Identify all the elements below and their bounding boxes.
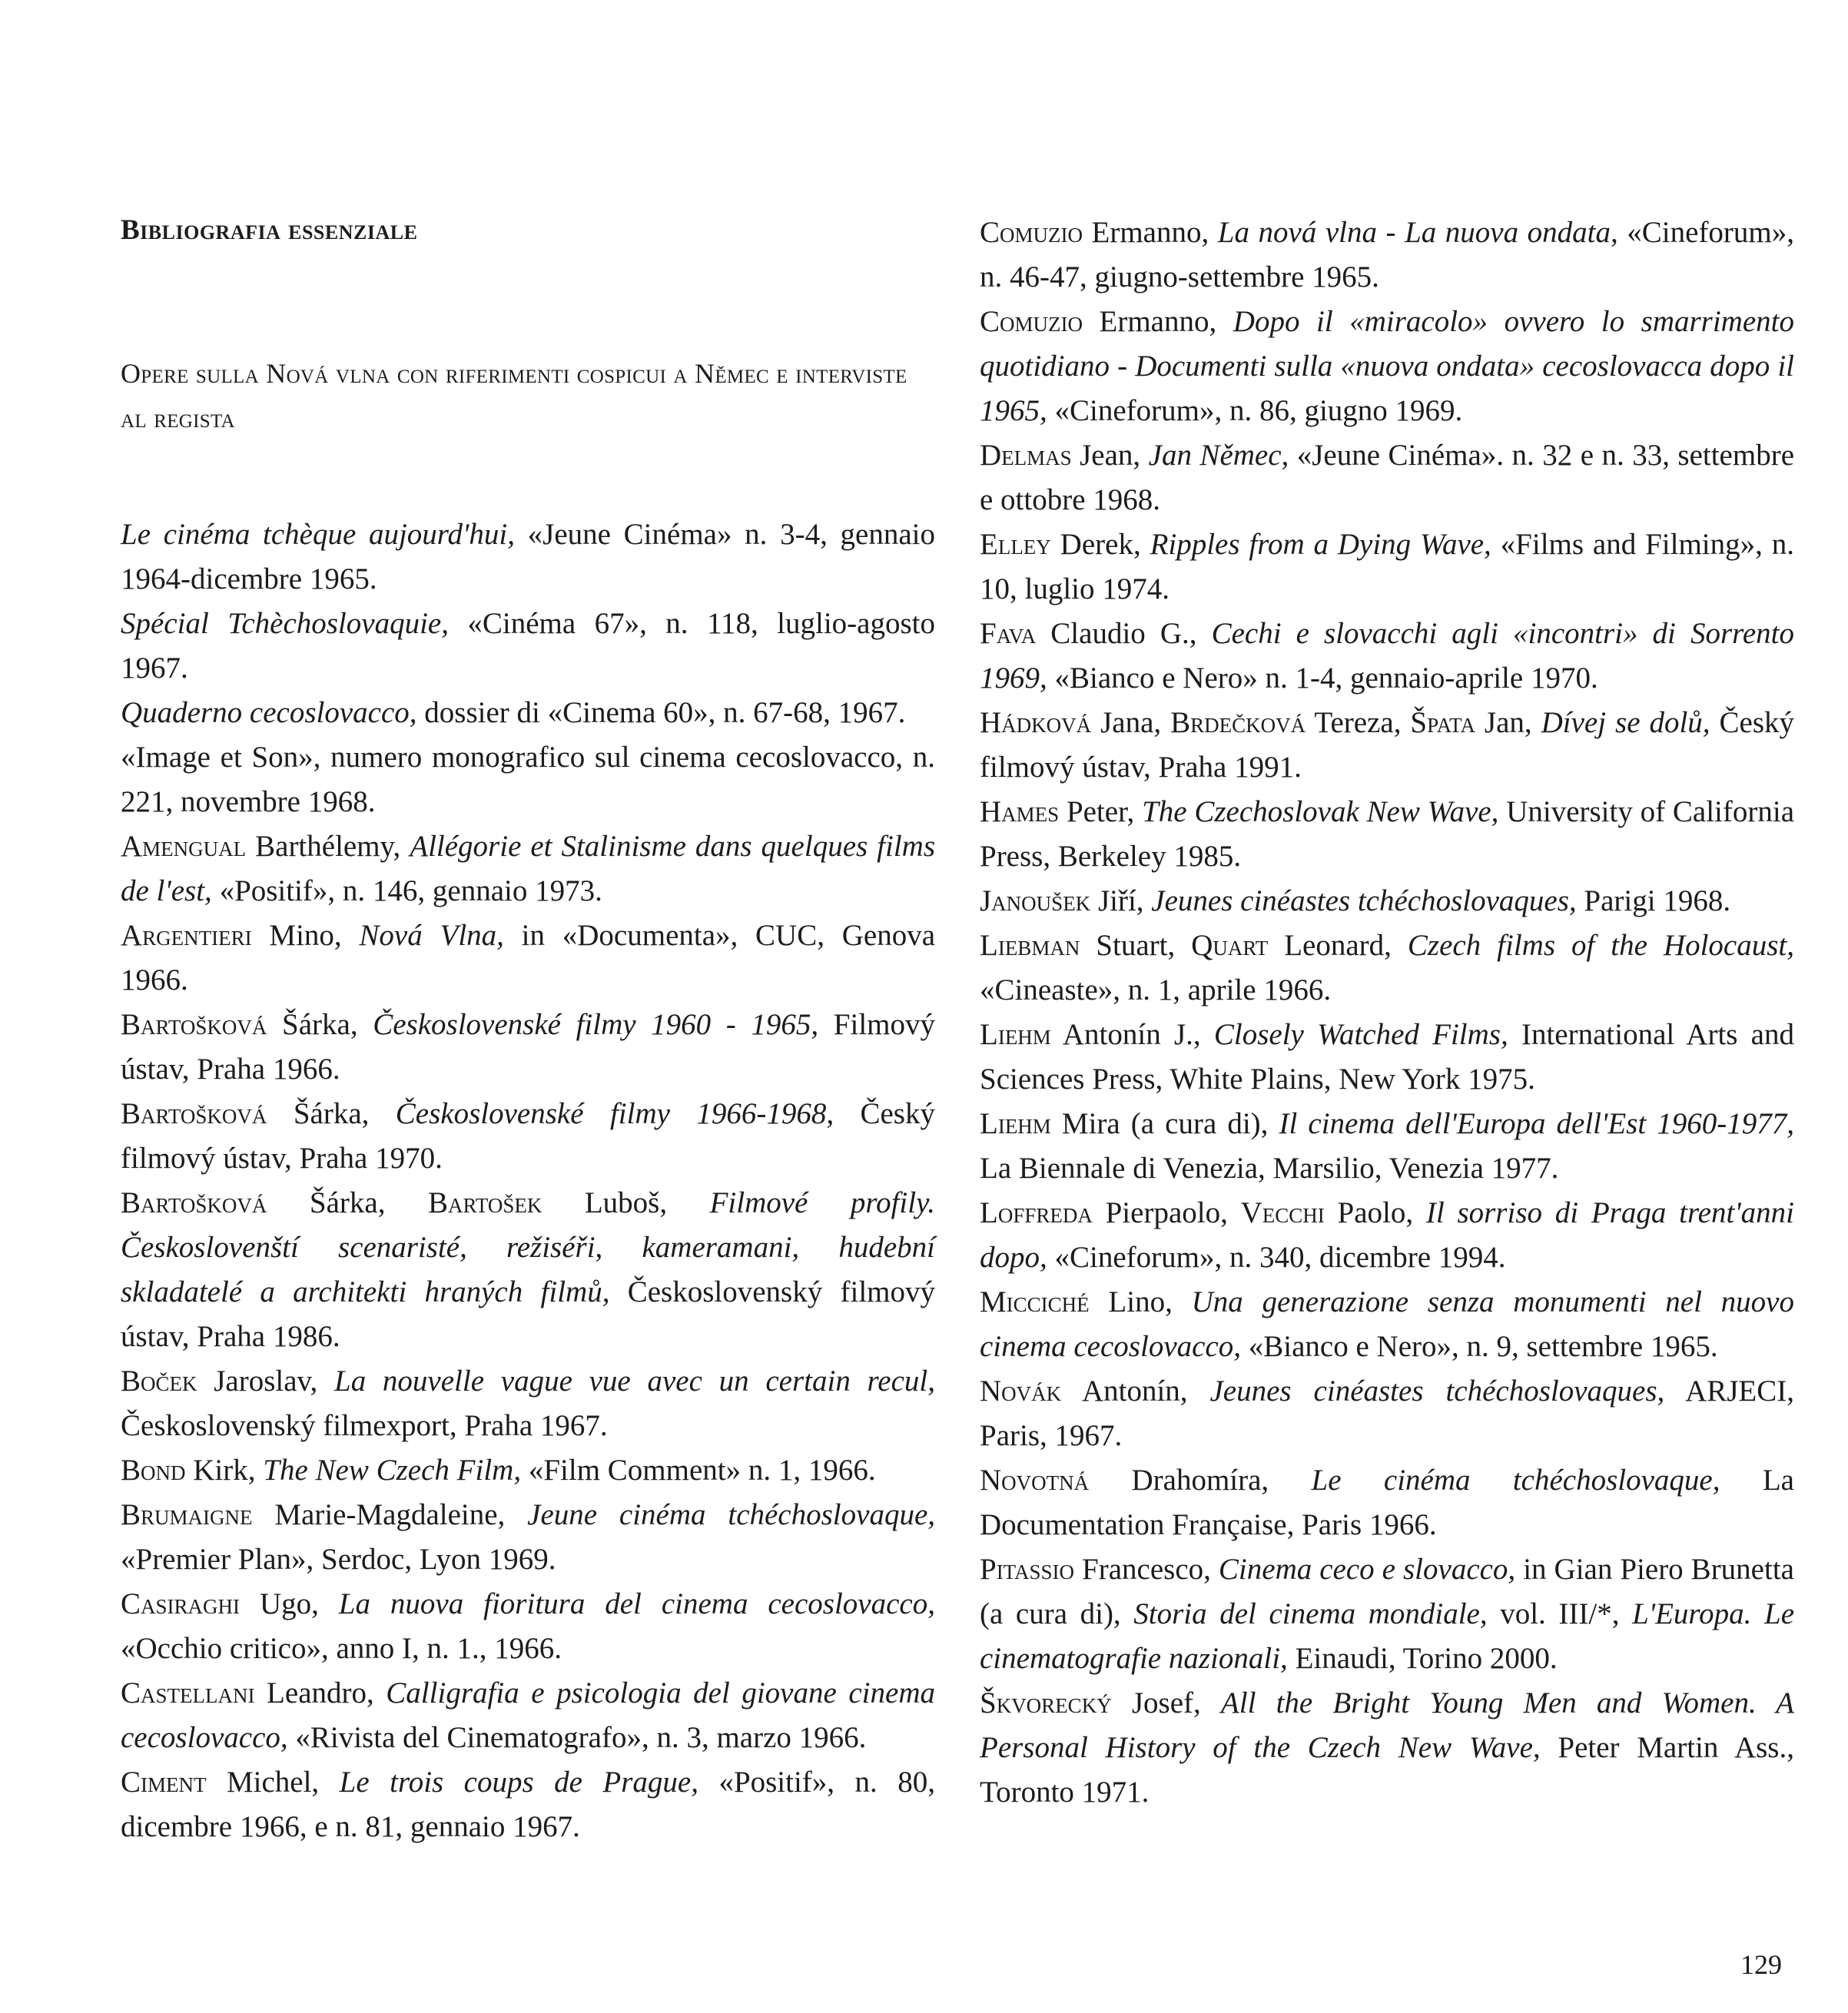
entry-publication: «Jeune Cinéma». n. 32 e n. 33, settembre e ottobre 1968. xyxy=(980,439,1795,516)
entry-author: Špata xyxy=(1410,706,1475,739)
entry-author: Škvorecký xyxy=(980,1686,1112,1720)
entry-publication: «Rivista del Cinematografo», n. 3, marzo 1966. xyxy=(287,1721,867,1754)
bibliography-entry xyxy=(980,879,1794,924)
bibliography-entry xyxy=(121,512,935,602)
entry-author: Castellani xyxy=(121,1676,255,1710)
entry-author-forename: Jean, xyxy=(1071,439,1149,472)
entry-title: Quaderno cecoslovacco, xyxy=(121,696,417,729)
entry-publication: «Positif», n. 80, dicembre 1966, e n. 81, gennaio 1967. xyxy=(121,1766,935,1843)
entry-publication: in Gian Piero Brunetta (a cura di), xyxy=(980,1553,1794,1630)
entry-title: La nová vlna - La nuova ondata, xyxy=(1217,216,1618,249)
entry-publication: «Occhio critico», anno I, n. 1., 1966. xyxy=(121,1632,562,1665)
bibliography-entry xyxy=(980,612,1794,701)
left-bibliography-list xyxy=(121,512,935,1849)
entry-title: Spécial Tchèchoslovaquie, xyxy=(121,607,449,640)
entry-title: Jeunes cinéastes tchéchoslovaques, xyxy=(1151,884,1577,917)
entry-publication: University of California Press, Berkeley 1985. xyxy=(980,795,1794,873)
entry-author-forename: Šárka, xyxy=(267,1008,373,1041)
entry-title: Československé filmy 1966-1968, xyxy=(395,1097,834,1130)
entry-author: Janoušek xyxy=(980,884,1091,917)
entry-author-forename: Ermanno, xyxy=(1083,216,1218,249)
entry-author: Pitassio xyxy=(980,1553,1075,1586)
bibliography-entry xyxy=(121,1359,935,1448)
entry-publication: Peter Martin Ass., Toronto 1971. xyxy=(980,1731,1794,1809)
entry-publication: International Arts and Sciences Press, White Plains, New York 1975. xyxy=(980,1018,1794,1096)
bibliography-entry xyxy=(980,300,1794,433)
entry-author-forename: Ermanno, xyxy=(1083,305,1233,338)
entry-author: Brdečková xyxy=(1170,706,1306,739)
entry-author: Quart xyxy=(1191,929,1269,962)
entry-publication: vol. III/*, xyxy=(1487,1597,1633,1630)
entry-author: Vecchi xyxy=(1240,1196,1325,1229)
entry-publication: «Cineforum», n. 46-47, giugno-settembre 1965. xyxy=(980,216,1795,293)
entry-author: Brumaigne xyxy=(121,1498,253,1531)
entry-title: Československé filmy 1960 - 1965, xyxy=(373,1008,819,1041)
bibliography-entry xyxy=(980,1191,1794,1280)
entry-author-forename: Šárka, xyxy=(267,1097,396,1130)
entry-publication: «Films and Filming», n. 10, luglio 1974. xyxy=(980,528,1794,605)
entry-author-forename: Luboš, xyxy=(542,1186,710,1219)
entry-publication: Einaudi, Torino 2000. xyxy=(1287,1642,1558,1675)
entry-author: Liehm xyxy=(980,1018,1051,1051)
entry-author: Novák xyxy=(980,1375,1062,1408)
entry-author-forename: Claudio G., xyxy=(1036,617,1212,650)
bibliography-entry xyxy=(980,790,1794,879)
bibliography-entry xyxy=(121,1448,935,1493)
entry-title: The New Czech Film, xyxy=(263,1454,522,1487)
bibliography-entry xyxy=(980,433,1794,522)
entry-title: Closely Watched Films, xyxy=(1213,1018,1508,1051)
entry-title: L'Europa. Le cinematografie nazionali, xyxy=(980,1597,1794,1675)
entry-author-forename: Stuart, xyxy=(1080,929,1192,962)
entry-author-forename: Antonín, xyxy=(1061,1375,1210,1408)
entry-publication: La Biennale di Venezia, Marsilio, Venezia 1977. xyxy=(980,1152,1559,1185)
entry-author-forename: Peter, xyxy=(1059,795,1143,828)
entry-author-forename: Kirk, xyxy=(185,1454,264,1487)
entry-author: Bartošková xyxy=(121,1008,267,1041)
entry-publication: «Premier Plan», Serdoc, Lyon 1969. xyxy=(121,1543,556,1576)
entry-author: Hames xyxy=(980,795,1060,828)
entry-publication: «Positif», n. 146, gennaio 1973. xyxy=(211,874,602,907)
section-subheading: Opere sulla Nová vlna con riferimenti cospicui a Němec e interviste al regista xyxy=(121,358,907,433)
entry-title: Dívej se dolů, xyxy=(1541,706,1710,739)
entry-author-forename: Šárka, xyxy=(267,1186,428,1219)
entry-title: Dopo il «miracolo» ovvero lo smarrimento quotidiano - Documenti sulla «nuova ondata» cecoslovacca dopo il 1965, xyxy=(980,305,1794,427)
entry-publication: ARJECI, Paris, 1967. xyxy=(980,1375,1795,1452)
entry-title: Nová Vlna, xyxy=(359,919,504,952)
bibliography-entry xyxy=(121,914,935,1003)
bibliography-entry xyxy=(121,1671,935,1760)
bibliography-entry xyxy=(121,1181,935,1359)
right-column xyxy=(980,214,1794,1815)
entry-title: Le cinéma tchèque aujourd'hui, xyxy=(121,518,515,551)
entry-title: Jeune cinéma tchéchoslovaque, xyxy=(527,1498,936,1531)
entry-author-forename: Leandro, xyxy=(254,1676,387,1710)
bibliography-entry xyxy=(980,701,1794,790)
bibliography-entry xyxy=(980,924,1794,1013)
entry-publication: Český filmový ústav, Praha 1970. xyxy=(121,1097,935,1175)
entry-author-forename: Jaroslav, xyxy=(197,1365,334,1398)
left-column xyxy=(121,214,935,1849)
entry-author: Casiraghi xyxy=(121,1587,241,1620)
entry-author-forename: Tereza, xyxy=(1306,706,1411,739)
entry-author: Liehm xyxy=(980,1107,1051,1140)
entry-publication: «Cineforum», n. 86, giugno 1969. xyxy=(1047,394,1463,427)
entry-author-forename: Antonín J., xyxy=(1050,1018,1214,1051)
entry-author-forename: Pierpaolo, xyxy=(1092,1196,1241,1229)
entry-author-forename: Barthélemy, xyxy=(246,830,410,863)
entry-publication: «Film Comment» n. 1, 1966. xyxy=(521,1454,876,1487)
entry-author-forename: Paolo, xyxy=(1324,1196,1426,1229)
entry-title: Una generazione senza monumenti nel nuovo cinema cecoslovacco, xyxy=(980,1285,1794,1363)
entry-title: Storia del cinema mondiale, xyxy=(1133,1597,1488,1630)
bibliography-entry xyxy=(121,1760,935,1849)
entry-title: Czech films of the Holocaust, xyxy=(1407,929,1794,962)
entry-publication: dossier di «Cinema 60», n. 67-68, 1967. xyxy=(416,696,906,729)
page-number: 129 xyxy=(1740,1949,1782,1980)
entry-publication: Parigi 1968. xyxy=(1576,884,1731,917)
entry-author-forename: Mira (a cura di), xyxy=(1050,1107,1279,1140)
entry-publication: «Cineforum», n. 340, dicembre 1994. xyxy=(1047,1241,1506,1274)
entry-publication: «Cinéma 67», n. 118, luglio-agosto 1967. xyxy=(121,607,935,685)
entry-title: Le cinéma tchéchoslovaque, xyxy=(1311,1464,1720,1497)
entry-title: Il cinema dell'Europa dell'Est 1960-1977, xyxy=(1279,1107,1794,1140)
entry-publication: Československý filmexport, Praha 1967. xyxy=(121,1409,608,1442)
entry-title: The Czechoslovak New Wave, xyxy=(1142,795,1499,828)
entry-author-forename: Josef, xyxy=(1111,1686,1221,1720)
entry-title: La nuova fioritura del cinema cecoslovacco, xyxy=(338,1587,935,1620)
entry-author: Bond xyxy=(121,1454,186,1487)
entry-title: Calligrafia e psicologia del giovane cinema cecoslovacco, xyxy=(121,1676,935,1754)
entry-author: Ciment xyxy=(121,1766,207,1799)
bibliography-entry xyxy=(980,1369,1794,1458)
entry-publication: in «Documenta», CUC, Genova 1966. xyxy=(121,919,936,997)
bibliography-entry xyxy=(980,1013,1794,1102)
entry-author: Bartošková xyxy=(121,1097,267,1130)
entry-author-forename: Jana, xyxy=(1091,706,1171,739)
entry-author-forename: Michel, xyxy=(206,1766,340,1799)
entry-author-forename: Marie-Magdaleine, xyxy=(252,1498,528,1531)
entry-author: Elley xyxy=(980,528,1051,561)
bibliography-entry xyxy=(980,1280,1794,1369)
entry-author-forename: Jiří, xyxy=(1090,884,1152,917)
entry-author: Argentieri xyxy=(121,919,252,952)
bibliography-entry xyxy=(980,1681,1794,1815)
bibliography-entry xyxy=(980,1547,1794,1681)
entry-author: Bartošková xyxy=(121,1186,267,1219)
entry-title: Cechi e slovacchi agli «incontri» di Sorrento 1969, xyxy=(980,617,1794,695)
bibliography-entry xyxy=(980,1102,1794,1191)
entry-title: Ripples from a Dying Wave, xyxy=(1150,528,1491,561)
entry-title: La nouvelle vague vue avec un certain recul, xyxy=(334,1365,935,1398)
entry-author: Novotná xyxy=(980,1464,1090,1497)
bibliography-entry xyxy=(121,1493,935,1582)
entry-author: Fava xyxy=(980,617,1037,650)
bibliography-entry xyxy=(121,602,935,691)
entry-title: Jan Němec, xyxy=(1148,439,1289,472)
entry-publication: «Image et Son», numero monografico sul cinema cecoslovacco, n. 221, novembre 1968. xyxy=(121,741,935,818)
entry-author: Boček xyxy=(121,1365,197,1398)
entry-publication: Československý filmový ústav, Praha 1986. xyxy=(121,1275,935,1353)
entry-author-forename: Derek, xyxy=(1050,528,1150,561)
entry-title: Allégorie et Stalinisme dans quelques films de l'est, xyxy=(121,830,935,907)
entry-author-forename: Ugo, xyxy=(240,1587,339,1620)
entry-author-forename: Mino, xyxy=(251,919,360,952)
bibliography-entry xyxy=(121,824,935,914)
bibliography-entry xyxy=(980,211,1794,300)
bibliography-entry xyxy=(121,1003,935,1092)
entry-title: Il sorriso di Praga trent'anni dopo, xyxy=(980,1196,1794,1274)
entry-publication: «Cineaste», n. 1, aprile 1966. xyxy=(980,973,1332,1007)
right-bibliography-list xyxy=(980,211,1794,1815)
entry-author: Comuzio xyxy=(980,305,1083,338)
entry-publication: «Bianco e Nero», n. 9, settembre 1965. xyxy=(1241,1330,1718,1363)
entry-author-forename: Drahomíra, xyxy=(1089,1464,1312,1497)
bibliography-entry xyxy=(121,1582,935,1671)
entry-author: Hádková xyxy=(980,706,1092,739)
entry-publication: La Documentation Française, Paris 1966. xyxy=(980,1464,1794,1541)
bibliography-entry xyxy=(121,735,935,824)
entry-publication: «Bianco e Nero» n. 1-4, gennaio-aprile 1970. xyxy=(1047,662,1598,695)
bibliography-entry xyxy=(121,1092,935,1181)
entry-author-forename: Leonard, xyxy=(1268,929,1408,962)
entry-title: Filmové profily. Českoslovenští scenaristé, režiséři, kameramani, hudební skladatelé a architekti hraných filmů, xyxy=(121,1186,935,1308)
entry-title: Le trois coups de Prague, xyxy=(339,1766,698,1799)
entry-author-forename: Lino, xyxy=(1089,1285,1192,1318)
entry-title: Cinema ceco e slovacco, xyxy=(1218,1553,1516,1586)
entry-author: Liebman xyxy=(980,929,1080,962)
entry-author: Bartošek xyxy=(427,1186,542,1219)
entry-publication: Český filmový ústav, Praha 1991. xyxy=(980,706,1794,784)
entry-author-forename: Jan, xyxy=(1475,706,1541,739)
entry-title: Jeunes cinéastes tchéchoslovaques, xyxy=(1209,1375,1665,1408)
bibliography-entry xyxy=(980,522,1794,612)
entry-author: Micciché xyxy=(980,1285,1090,1318)
entry-author: Amengual xyxy=(121,830,247,863)
entry-author-forename: Francesco, xyxy=(1074,1553,1219,1586)
entry-title: All the Bright Young Men and Women. A Personal History of the Czech New Wave, xyxy=(980,1686,1794,1764)
bibliography-entry xyxy=(980,1458,1794,1547)
entry-author: Delmas xyxy=(980,439,1072,472)
entry-publication: Filmový ústav, Praha 1966. xyxy=(121,1008,935,1086)
section-heading: Bibliografia essenziale xyxy=(121,214,418,246)
entry-author: Comuzio xyxy=(980,216,1083,249)
entry-author: Loffreda xyxy=(980,1196,1093,1229)
entry-publication: «Jeune Cinéma» n. 3-4, gennaio 1964-dicembre 1965. xyxy=(121,518,935,595)
bibliography-entry xyxy=(121,691,935,735)
